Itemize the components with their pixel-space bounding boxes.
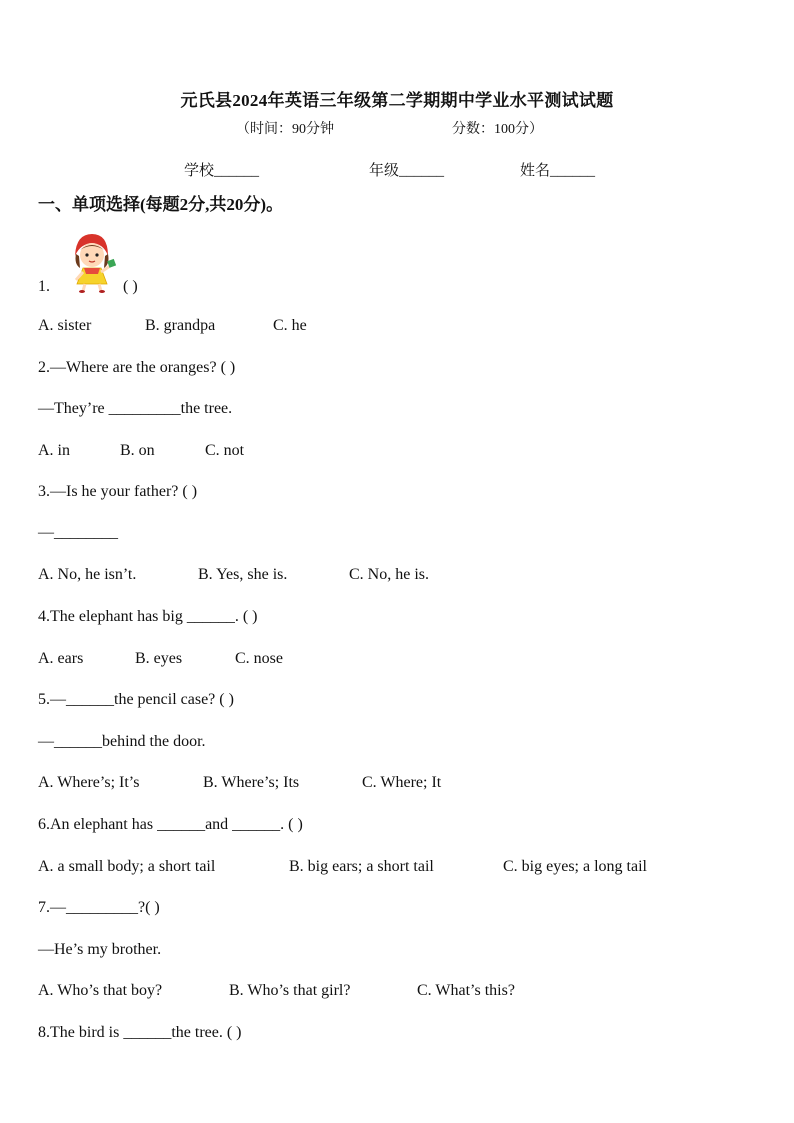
q7-stem: 7.—_________?( ) — [38, 899, 160, 916]
q7-option-c[interactable]: C. What’s this? — [417, 982, 515, 999]
girl-doll-image — [56, 228, 122, 294]
q1-answer-paren: ( ) — [123, 278, 138, 295]
q4-option-c[interactable]: C. nose — [235, 650, 283, 667]
q5-answer-line: —______behind the door. — [38, 733, 206, 750]
q7-answer-line: —He’s my brother. — [38, 941, 162, 958]
q5-option-b[interactable]: B. Where’s; Its — [203, 774, 300, 791]
q3-stem: 3.—Is he your father? ( ) — [38, 483, 198, 500]
q6-stem: 6.An elephant has ______and ______. ( ) — [38, 816, 303, 833]
q7-option-b[interactable]: B. Who’s that girl? — [229, 982, 351, 999]
q3-option-a[interactable]: A. No, he isn’t. — [38, 566, 137, 583]
q2-option-b[interactable]: B. on — [120, 442, 155, 459]
q1-number: 1. — [38, 278, 50, 295]
q6-option-b[interactable]: B. big ears; a short tail — [289, 858, 434, 875]
q4-stem: 4.The elephant has big ______. ( ) — [38, 608, 258, 625]
q6-option-c[interactable]: C. big eyes; a long tail — [503, 858, 647, 875]
q5-option-a[interactable]: A. Where’s; It’s — [38, 774, 140, 791]
exam-time: （时间：90分钟 — [236, 122, 334, 137]
q1-option-b[interactable]: B. grandpa — [145, 317, 216, 334]
exam-score: 分数：100分） — [452, 122, 543, 137]
name-field: 姓名______ — [520, 163, 596, 179]
q4-option-a[interactable]: A. ears — [38, 650, 84, 667]
grade-field: 年级______ — [369, 163, 445, 179]
q1-option-c[interactable]: C. he — [273, 317, 307, 334]
exam-title: 元氏县2024年英语三年级第二学期期中学业水平测试试题 — [180, 91, 614, 110]
q5-stem: 5.—______the pencil case? ( ) — [38, 691, 234, 708]
q2-option-a[interactable]: A. in — [38, 442, 70, 459]
school-field: 学校______ — [184, 163, 260, 179]
q6-option-a[interactable]: A. a small body; a short tail — [38, 858, 216, 875]
q8-stem: 8.The bird is ______the tree. ( ) — [38, 1024, 242, 1041]
q3-answer-line: —________ — [38, 524, 118, 541]
q5-option-c[interactable]: C. Where; It — [362, 774, 442, 791]
section-heading: 一、单项选择(每题2分,共20分)。 — [38, 195, 284, 214]
q2-stem: 2.—Where are the oranges? ( ) — [38, 359, 236, 376]
q4-option-b[interactable]: B. eyes — [135, 650, 183, 667]
q1-option-a[interactable]: A. sister — [38, 317, 92, 334]
q7-option-a[interactable]: A. Who’s that boy? — [38, 982, 163, 999]
q3-option-c[interactable]: C. No, he is. — [349, 566, 429, 583]
q3-option-b[interactable]: B. Yes, she is. — [198, 566, 288, 583]
q2-option-c[interactable]: C. not — [205, 442, 245, 459]
q2-answer-line: —They’re _________the tree. — [38, 400, 233, 417]
